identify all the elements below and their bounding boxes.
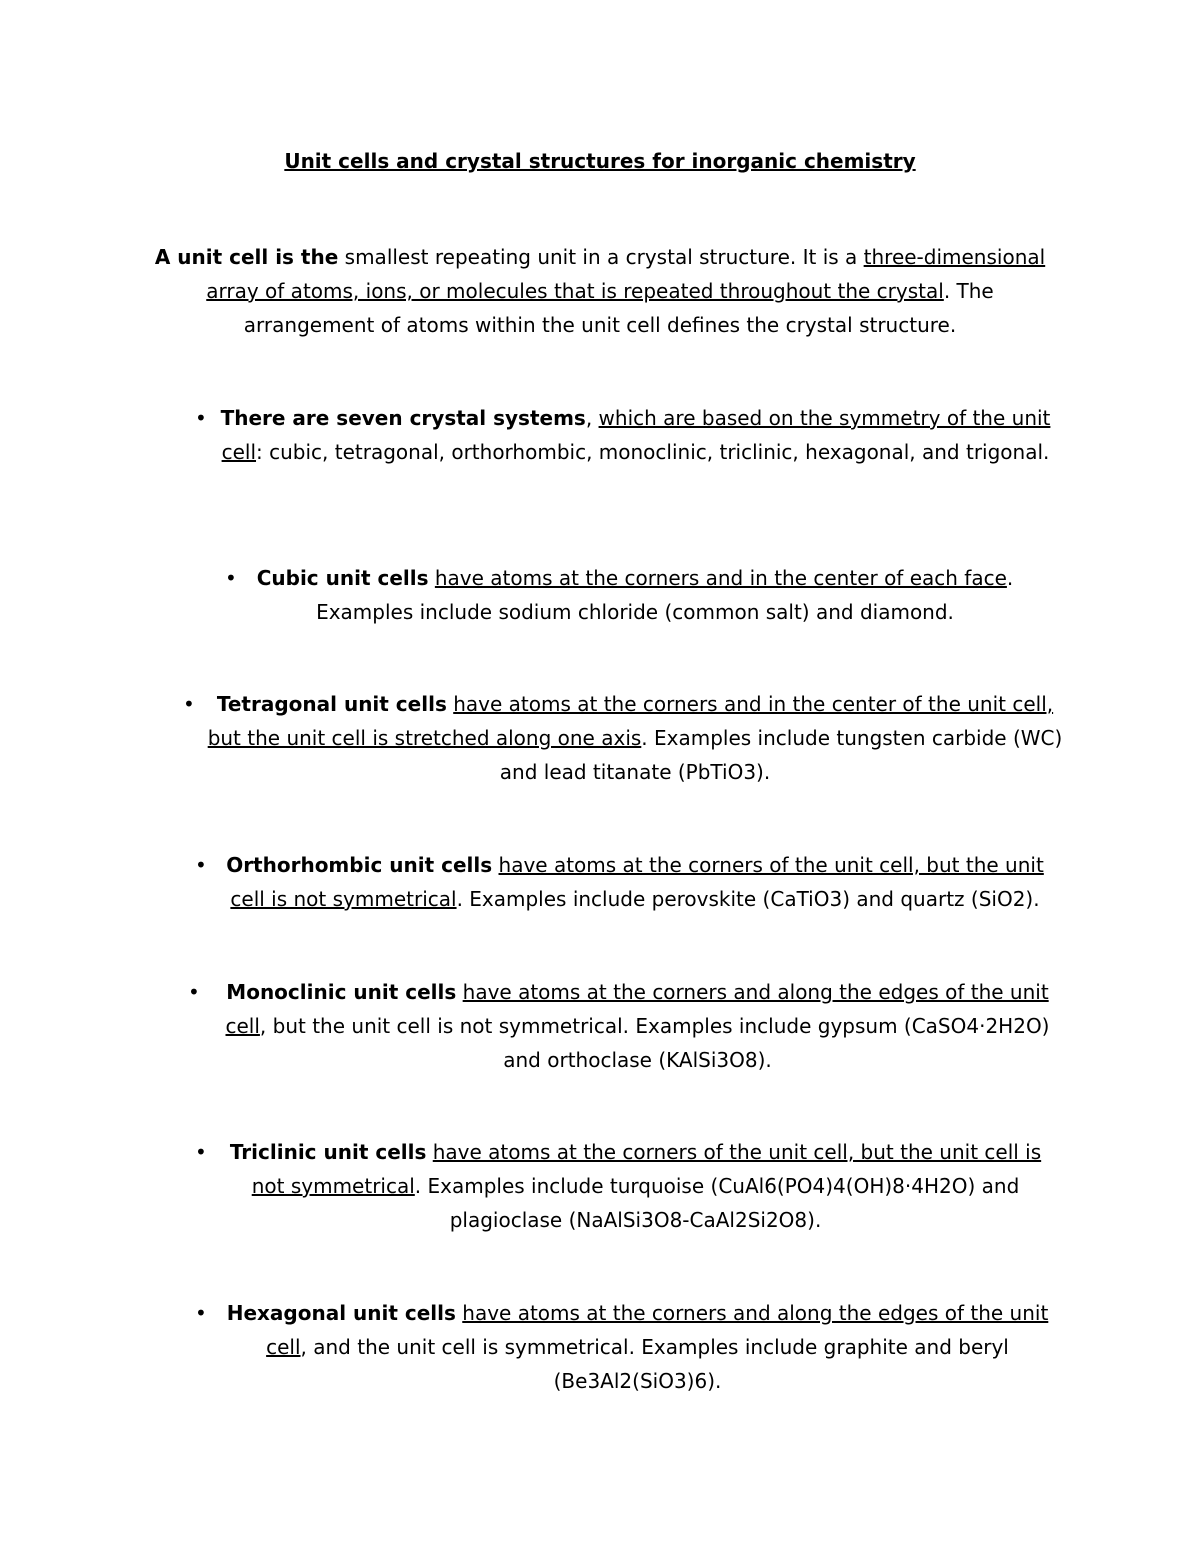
bullet-dot: • <box>195 1301 207 1325</box>
bullet-item-hexagonal <box>215 1296 1060 1398</box>
bullet-dot: • <box>183 692 195 716</box>
bullet-bold: Triclinic unit cells <box>229 1140 427 1164</box>
bullet-rest: . Examples include tungsten carbide (WC) and lead titanate (PbTiO3). <box>499 726 1063 784</box>
intro-paragraph <box>150 240 1050 342</box>
bullet-underlined: have atoms at the corners and along the edges of the unit cell <box>225 980 1049 1038</box>
bullet-bold: Hexagonal unit cells <box>226 1301 456 1325</box>
bullet-rest: , and the unit cell is symmetrical. Examples include graphite and beryl (Be3Al2(SiO3)6). <box>300 1335 1009 1393</box>
bullet-underlined: have atoms at the corners and in the center of each face <box>434 566 1007 590</box>
bullet-item-crystal-systems <box>218 401 1053 469</box>
bullet-bold: Cubic unit cells <box>256 566 429 590</box>
bullet-rest: : cubic, tetragonal, orthorhombic, monoclinic, triclinic, hexagonal, and trigonal. <box>256 440 1050 464</box>
intro-bold: A unit cell is the <box>154 245 339 269</box>
intro-text-1: smallest repeating unit in a crystal structure. It is a <box>338 245 864 269</box>
bullet-underlined: have atoms at the corners of the unit cell, but the unit cell is not symmetrical <box>251 1140 1042 1198</box>
bullet-rest: . Examples include sodium chloride (common salt) and diamond. <box>316 566 1014 624</box>
bullet-bold: Tetragonal unit cells <box>216 692 447 716</box>
bullet-underlined: have atoms at the corners and in the center of the unit cell, but the unit cell is stretched along one axis <box>207 692 1054 750</box>
bullet-rest: . Examples include turquoise (CuAl6(PO4)4(OH)8·4H2O) and plagioclase (NaAlSi3O8-CaAl2Si2O8). <box>414 1174 1020 1232</box>
bullet-item-cubic <box>245 561 1025 629</box>
bullet-dot: • <box>188 980 200 1004</box>
bullet-item-triclinic <box>218 1135 1053 1237</box>
bullet-item-tetragonal <box>205 687 1065 789</box>
bullet-underlined: have atoms at the corners and along the edges of the unit cell <box>266 1301 1049 1359</box>
document-title: Unit cells and crystal structures for inorganic chemistry <box>284 149 916 173</box>
bullet-rest: , but the unit cell is not symmetrical. Examples include gypsum (CaSO4·2H2O) and orthoclase (KAlSi3O8). <box>259 1014 1050 1072</box>
bullet-item-orthorhombic <box>215 848 1055 916</box>
bullet-underlined: which are based on the symmetry of the unit cell <box>221 406 1051 464</box>
intro-text-2: . The arrangement of atoms within the unit cell defines the crystal structure. <box>243 279 994 337</box>
bullet-rest: . Examples include perovskite (CaTiO3) and quartz (SiO2). <box>456 887 1040 911</box>
bullet-bold: Monoclinic unit cells <box>226 980 457 1004</box>
bullet-underlined: have atoms at the corners of the unit cell, but the unit cell is not symmetrical <box>230 853 1044 911</box>
bullet-dot: • <box>225 566 237 590</box>
bullet-bold: Orthorhombic unit cells <box>226 853 493 877</box>
bullet-dot: • <box>195 1140 207 1164</box>
bullet-sep: , <box>585 406 599 430</box>
bullet-bold: There are seven crystal systems <box>220 406 586 430</box>
bullet-item-monoclinic <box>210 975 1065 1077</box>
bullet-dot: • <box>195 406 207 430</box>
intro-underlined: three-dimensional array of atoms, ions, or molecules that is repeated throughout the crystal <box>206 245 1046 303</box>
bullet-dot: • <box>195 853 207 877</box>
